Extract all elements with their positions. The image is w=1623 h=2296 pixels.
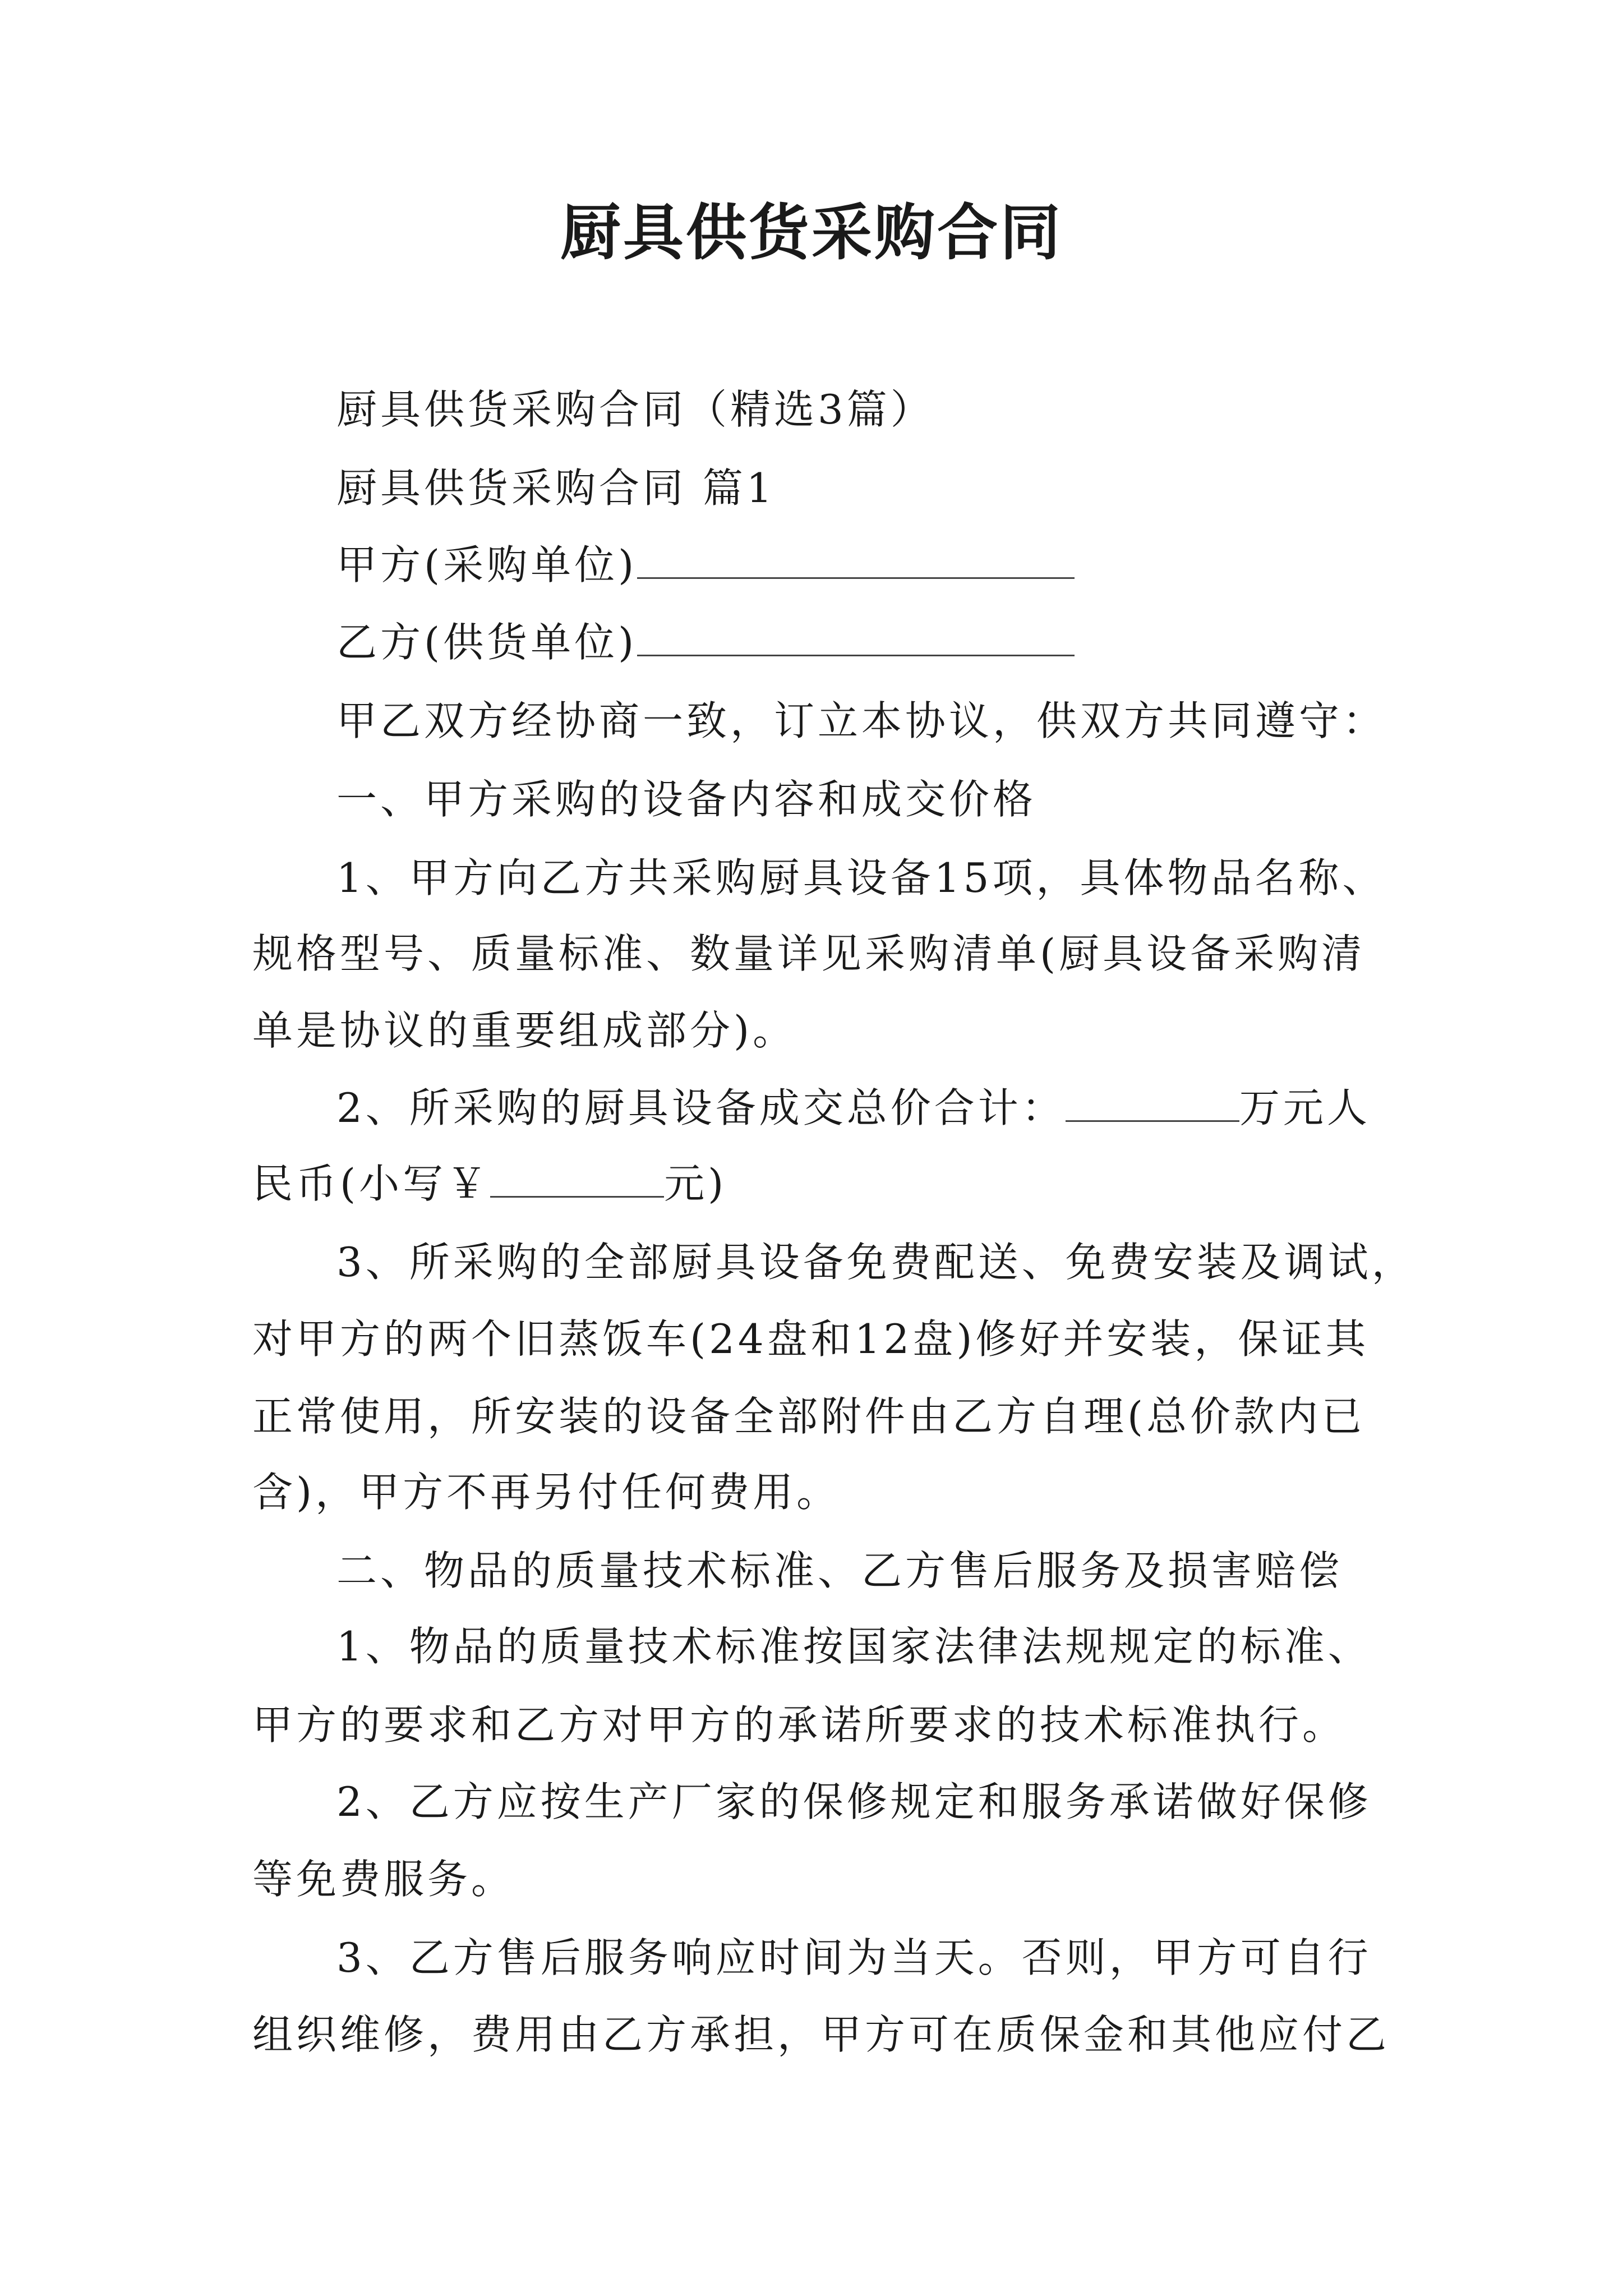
section1-heading: 一、甲方采购的设备内容和成交价格 <box>336 776 1037 823</box>
paragraph-line: 规格型号、质量标准、数量详见采购清单(厨具设备采购清 <box>252 930 1366 977</box>
paragraph-line: 3、所采购的全部厨具设备免费配送、免费安装及调试， <box>336 1239 1415 1286</box>
total-price-line <box>336 1080 1371 1136</box>
small-amount-unit: 元) <box>664 1160 727 1207</box>
document-title: 厨具供货采购合同 <box>560 197 1063 268</box>
party-b-line <box>336 614 1075 670</box>
paragraph-line: 对甲方的两个旧蒸饭车(24盘和12盘)修好并安装，保证其 <box>252 1315 1370 1363</box>
paragraph-line: 2、乙方应按生产厂家的保修规定和服务承诺做好保修 <box>336 1778 1372 1825</box>
paragraph-line: 3、乙方售后服务响应时间为当天。否则，甲方可自行 <box>336 1934 1372 1981</box>
party-a-label: 甲方(采购单位) <box>336 541 638 588</box>
small-amount-blank <box>490 1156 664 1198</box>
paragraph-line: 1、物品的质量技术标准按国家法律法规规定的标准、 <box>336 1623 1372 1670</box>
paragraph-line: 含)，甲方不再另付任何费用。 <box>252 1469 841 1516</box>
small-amount-label: 民币(小写￥ <box>252 1160 491 1207</box>
party-a-line <box>336 537 1075 593</box>
document-subtitle: 厨具供货采购合同（精选3篇） <box>336 386 934 433</box>
paragraph-line: 甲方的要求和乙方对甲方的承诺所要求的技术标准执行。 <box>252 1701 1347 1749</box>
paragraph-line: 等免费服务。 <box>252 1856 515 1903</box>
party-a-blank <box>637 537 1075 579</box>
paragraph-line: 正常使用，所安装的设备全部附件由乙方自理(总价款内已 <box>252 1393 1366 1440</box>
paragraph-line: 单是协议的重要组成部分)。 <box>252 1007 797 1054</box>
small-amount-line <box>252 1156 727 1212</box>
paragraph-line: 1、甲方向乙方共采购厨具设备15项，具体物品名称、 <box>336 854 1386 901</box>
part-heading: 厨具供货采购合同 篇1 <box>336 464 776 512</box>
intro-paragraph: 甲乙双方经协商一致，订立本协议，供双方共同遵守： <box>336 697 1387 744</box>
party-b-label: 乙方(供货单位) <box>336 619 638 666</box>
section2-heading: 二、物品的质量技术标准、乙方售后服务及损害赔偿 <box>336 1547 1343 1594</box>
party-b-blank <box>637 614 1075 656</box>
total-price-blank <box>1066 1080 1239 1122</box>
paragraph-line: 组织维修，费用由乙方承担，甲方可在质保金和其他应付乙 <box>252 2011 1390 2058</box>
total-price-label: 2、所采购的厨具设备成交总价合计： <box>336 1084 1066 1131</box>
total-price-unit: 万元人 <box>1239 1084 1371 1131</box>
